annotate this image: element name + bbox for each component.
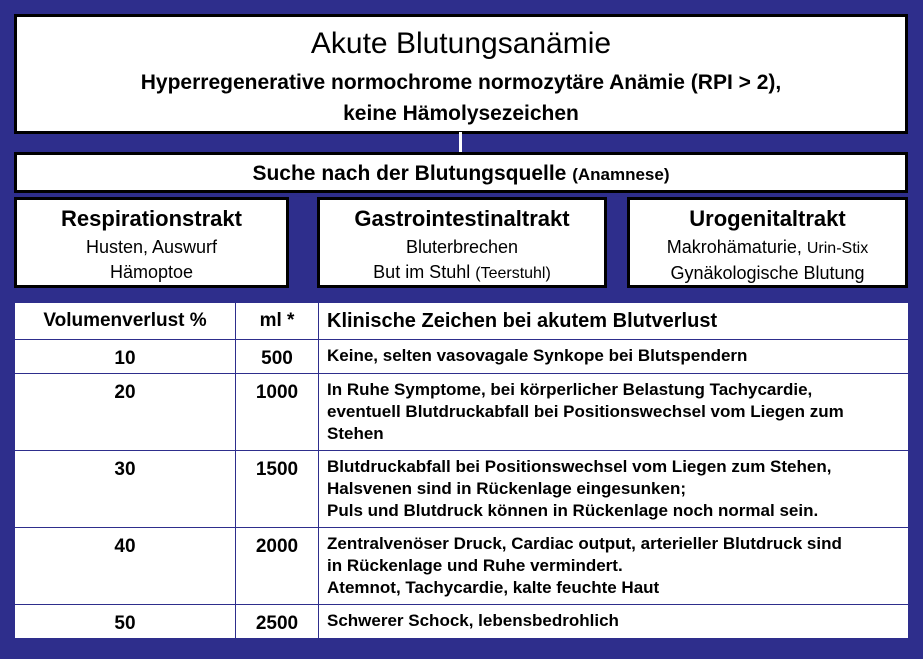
table-row — [15, 374, 909, 451]
table-row — [15, 528, 909, 605]
header-ml: ml * — [236, 303, 319, 340]
source-urogenital — [627, 197, 908, 288]
source-line-main: Makrohämaturie, — [666, 237, 802, 257]
sign-line: In Ruhe Symptome, bei körperlicher Belastung Tachycardie, — [327, 380, 813, 399]
sign-line: Atemnot, Tachycardie, kalte feuchte Haut — [327, 578, 660, 597]
search-label: Suche nach der Blutungsquelle — [252, 162, 567, 185]
cell-signs — [319, 605, 909, 639]
source-line-note: (Teerstuhl) — [475, 265, 551, 282]
sign-line: Halsvenen sind in Rückenlage eingesunken; — [327, 479, 686, 498]
cell-ml: 500 — [236, 340, 319, 374]
table-row — [15, 605, 909, 639]
source-line: Bluterbrechen — [405, 237, 519, 257]
cell-signs — [319, 340, 909, 374]
diagram-subtitle — [17, 67, 905, 129]
cell-ml: 1000 — [236, 374, 319, 451]
sign-line: in Rückenlage und Ruhe vermindert. — [327, 556, 623, 575]
title-box — [14, 14, 908, 134]
source-line-note: Urin-Stix — [806, 240, 869, 257]
source-line: Gynäkologische Blutung — [670, 263, 865, 283]
source-line-main: But im Stuhl — [373, 262, 471, 282]
cell-signs — [319, 374, 909, 451]
cell-percent: 50 — [15, 605, 236, 639]
blood-loss-table — [14, 302, 909, 639]
source-line — [320, 260, 604, 286]
header-clinical-signs: Klinische Zeichen bei akutem Blutverlust — [319, 303, 909, 340]
header-volume-loss: Volumenverlust % — [15, 303, 236, 340]
table-row — [15, 451, 909, 528]
sign-line: Zentralvenöser Druck, Cardiac output, arterieller Blutdruck sind — [327, 534, 842, 553]
cell-percent: 30 — [15, 451, 236, 528]
table-header-row — [15, 303, 909, 340]
source-heading: Gastrointestinaltrakt — [354, 206, 570, 231]
cell-ml: 2500 — [236, 605, 319, 639]
cell-percent: 10 — [15, 340, 236, 374]
sign-line: Keine, selten vasovagale Synkope bei Blutspendern — [327, 346, 748, 365]
cell-percent: 20 — [15, 374, 236, 451]
sign-line: eventuell Blutdruckabfall bei Positionswechsel vom Liegen zum — [327, 402, 844, 421]
source-heading: Urogenitaltrakt — [689, 206, 846, 231]
search-box — [14, 152, 908, 193]
subtitle-line-2: keine Hämolysezeichen — [343, 102, 579, 125]
diagram-title: Akute Blutungsanämie — [310, 27, 612, 60]
source-line: Hämoptoe — [109, 262, 194, 282]
sign-line: Puls und Blutdruck können in Rückenlage noch normal sein. — [327, 501, 819, 520]
source-heading: Respirationstrakt — [61, 206, 242, 231]
cell-signs — [319, 528, 909, 605]
search-note: (Anamnese) — [572, 165, 670, 184]
cell-percent: 40 — [15, 528, 236, 605]
source-gastrointestinal — [317, 197, 607, 288]
cell-signs — [319, 451, 909, 528]
connector-line — [459, 132, 462, 153]
cell-ml: 2000 — [236, 528, 319, 605]
cell-ml: 1500 — [236, 451, 319, 528]
sign-line: Stehen — [327, 424, 384, 443]
source-respiratory — [14, 197, 289, 288]
sign-line: Blutdruckabfall bei Positionswechsel vom Liegen zum Stehen, — [327, 457, 832, 476]
source-line — [630, 235, 905, 261]
subtitle-line-1: Hyperregenerative normochrome normozytäre Anämie (RPI > 2), — [140, 71, 782, 94]
source-line: Husten, Auswurf — [85, 237, 218, 257]
sign-line: Schwerer Schock, lebensbedrohlich — [327, 611, 619, 630]
table-row — [15, 340, 909, 374]
